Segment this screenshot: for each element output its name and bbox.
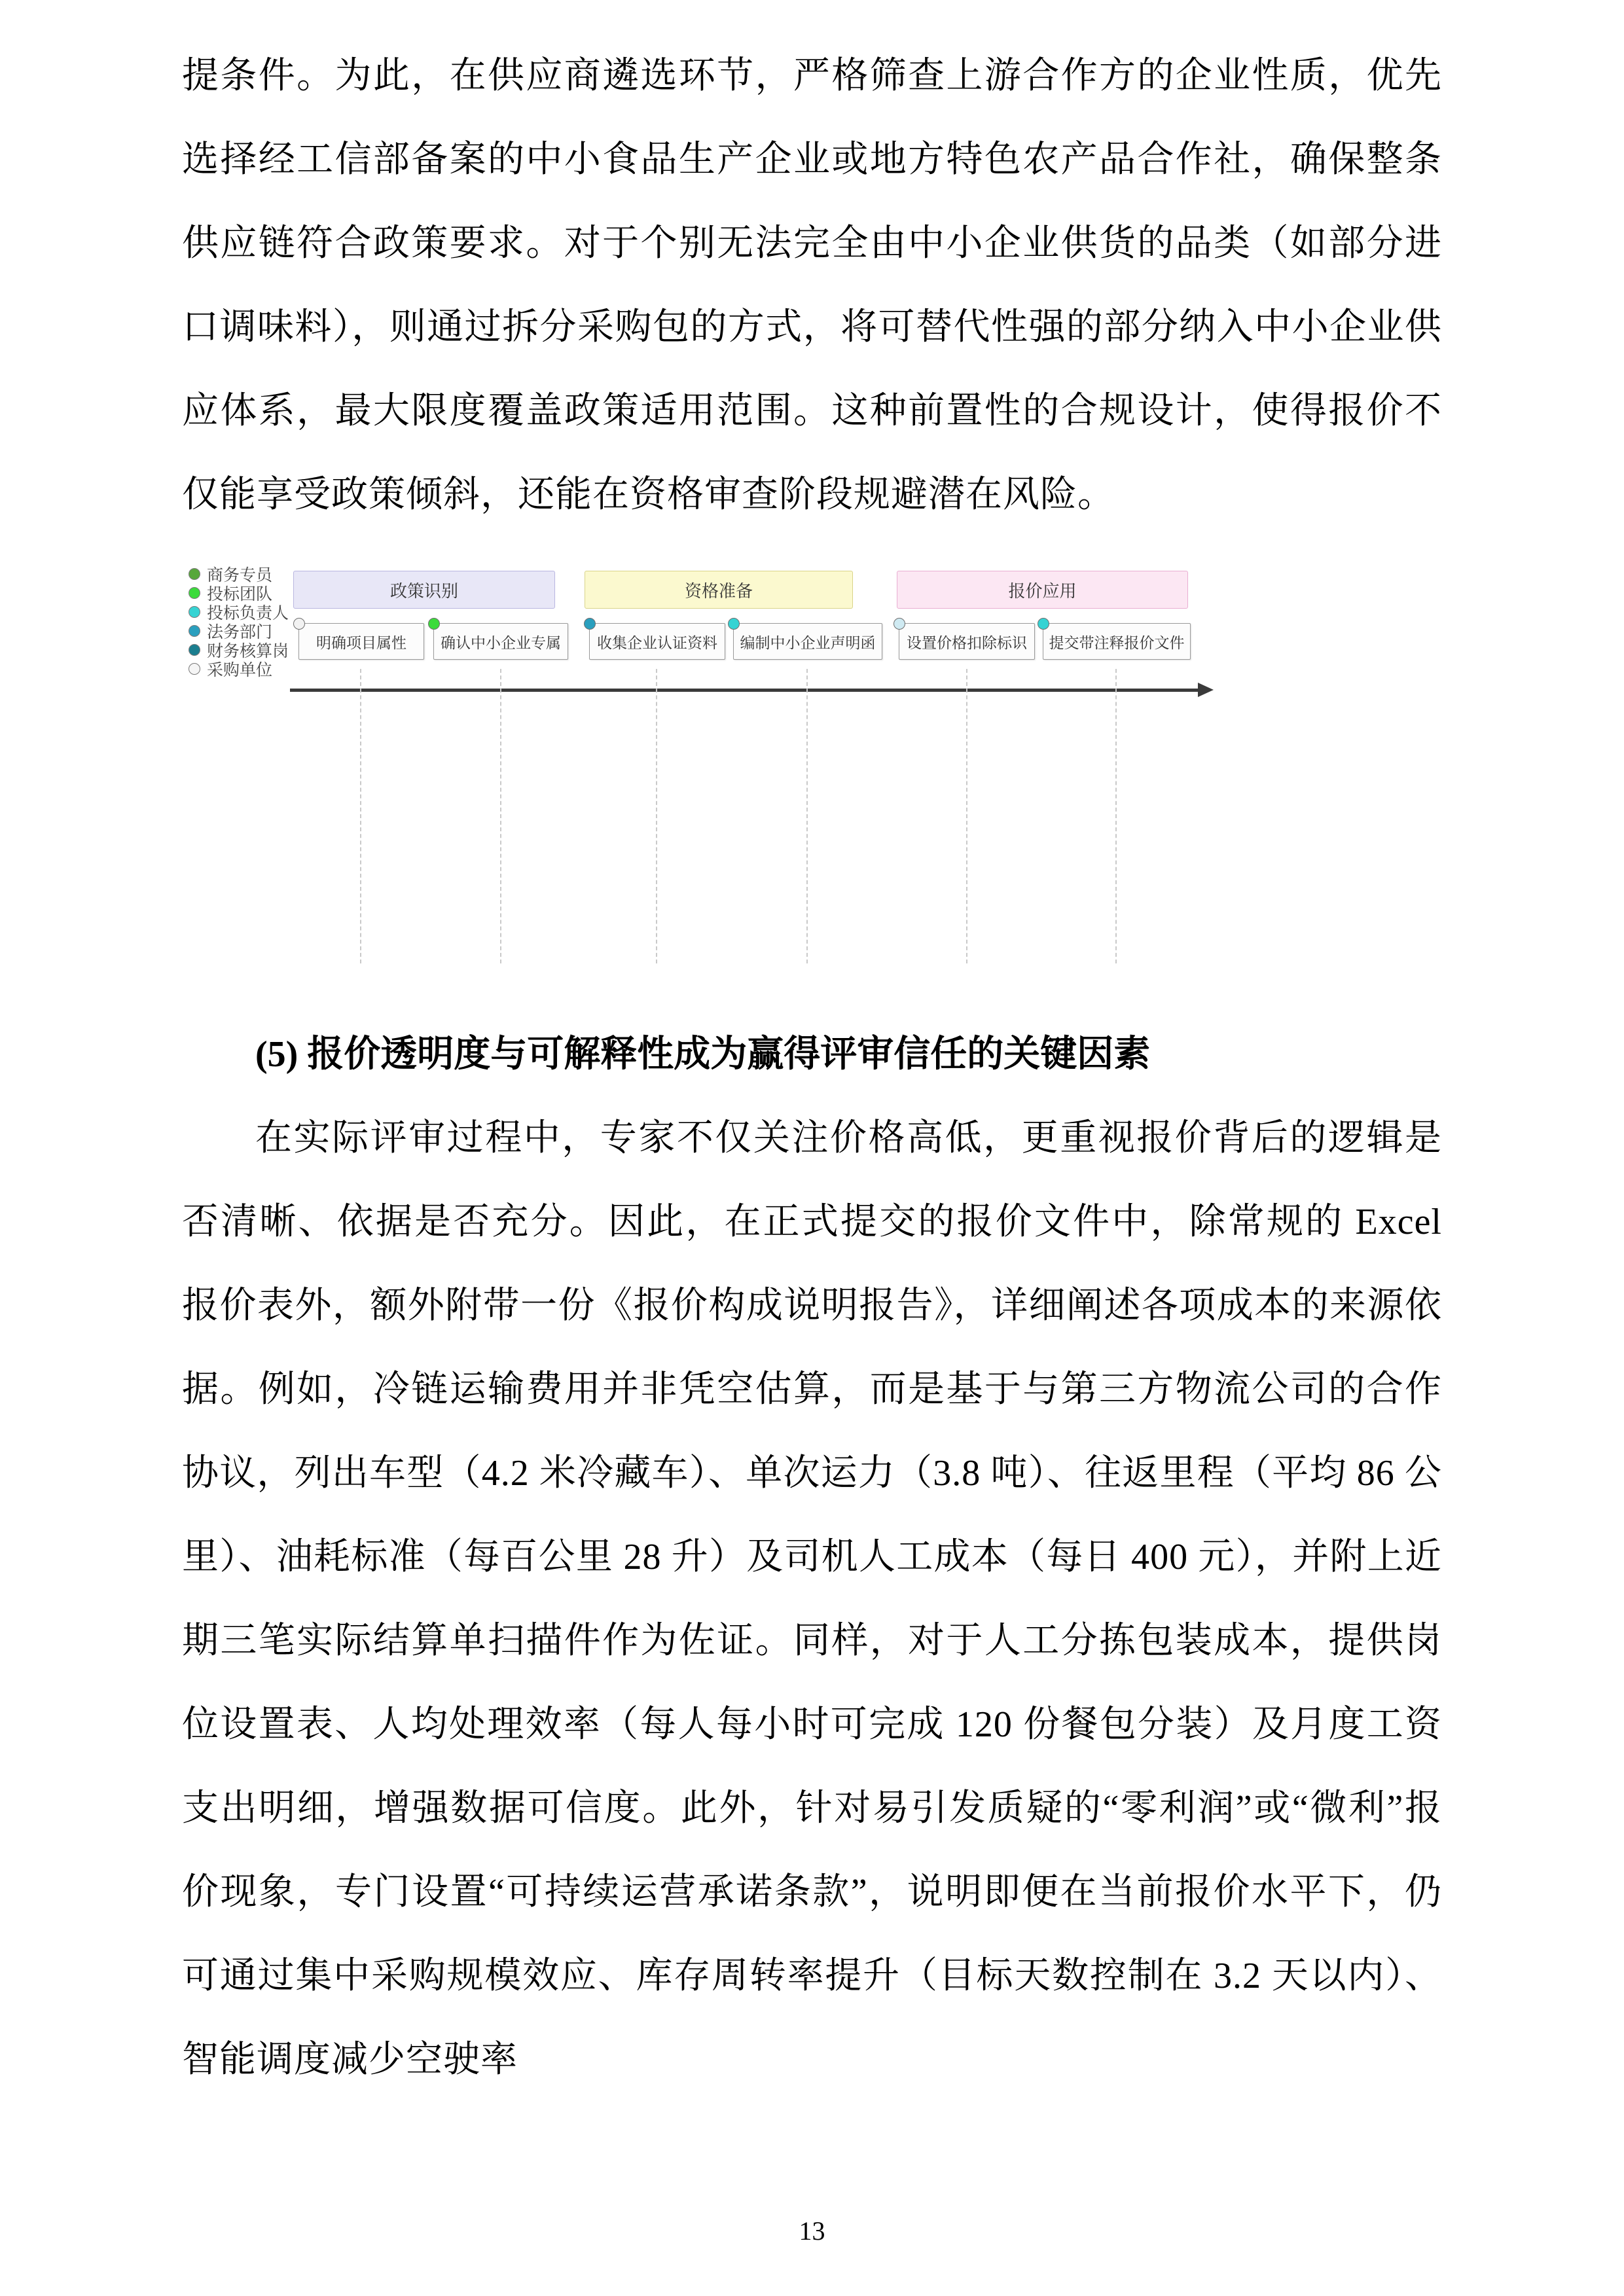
task-box xyxy=(1043,623,1191,660)
journey-diagram xyxy=(182,559,1442,994)
actor-dot-icon xyxy=(728,618,740,630)
task-label: 设置价格扣除标识 xyxy=(907,634,1027,651)
task-box xyxy=(899,623,1035,660)
actor-dot-icon xyxy=(293,618,305,630)
task-box xyxy=(433,623,568,660)
task-label: 确认中小企业专属 xyxy=(441,634,561,651)
timeline-axis xyxy=(290,689,1201,692)
paragraph-5: 在实际评审过程中，专家不仅关注价格高低，更重视报价背后的逻辑是否清晰、依据是否充分。因此，在正式提交的报价文件中，除常规的 Excel 报价表外，额外附带一份《报价构成说明报告》，详细阐述各项成本的来源依据。例如，冷链运输费用并非凭空估算，而是基于与第三方物流公司的合作协议，列出车型（4.2 米冷藏车）、单次运力（3.8 吨）、往返里程（平均 86 公里）、油耗标准（每百公里 28 升）及司机人工成本（每日 400 元），并附上近期三笔实际结算单扫描件作为佐证。同样，对于人工分拣包装成本，提供岗位设置表、人均处理效率（每人每小时可完成 120 份餐包分装）及月度工资支出明细，增强数据可信度。此外，针对易引发质疑的“零利润”或“微利”报价现象，专门设置“可持续运营承诺条款”，说明即便在当前报价水平下，仍可通过集中采购规模效应、库存周转率提升（目标天数控制在 3.2 天以内）、智能调度减少空驶率 xyxy=(182,1118,1443,2080)
actor-dot-icon xyxy=(189,606,200,618)
page-number: 13 xyxy=(799,2216,825,2246)
legend-item xyxy=(189,659,289,678)
task-label: 编制中小企业声明函 xyxy=(740,634,876,651)
legend-label: 商务专员 xyxy=(207,565,273,584)
task-box xyxy=(589,623,725,660)
section-policy-identification: 政策识别 xyxy=(293,571,555,609)
diagram-legend xyxy=(189,564,289,678)
arrowhead-icon xyxy=(1198,683,1214,697)
dashed-guide-line xyxy=(656,669,657,963)
task-label: 明确项目属性 xyxy=(316,634,406,651)
dashed-guide-line xyxy=(966,669,967,963)
task-box xyxy=(733,623,882,660)
section-quotation-application: 报价应用 xyxy=(897,571,1188,609)
actor-dot-icon xyxy=(189,663,200,675)
actor-dot-icon xyxy=(189,568,200,580)
dashed-guide-line xyxy=(806,669,808,963)
actor-dot-icon xyxy=(584,618,596,630)
actor-dot-icon xyxy=(189,625,200,637)
dashed-guide-line xyxy=(500,669,501,963)
section-heading-5: (5) 报价透明度与可解释性成为赢得评审信任的关键因素 xyxy=(255,1034,1151,1075)
actor-dot-icon xyxy=(189,644,200,656)
dashed-guide-line xyxy=(360,669,361,963)
task-box xyxy=(298,623,424,660)
legend-label: 投标负责人 xyxy=(207,603,289,622)
legend-label: 法务部门 xyxy=(207,622,273,641)
task-label: 收集企业认证资料 xyxy=(597,634,717,651)
legend-label: 财务核算岗 xyxy=(207,641,289,660)
legend-label: 采购单位 xyxy=(207,660,273,679)
paragraph-top: 提条件。为此，在供应商遴选环节，严格筛查上游合作方的企业性质，优先选择经工信部备案的中小食品生产企业或地方特色农产品合作社，确保整条供应链符合政策要求。对于个别无法完全由中小企业供货的品类（如部分进口调味料），则通过拆分采购包的方式，将可替代性强的部分纳入中小企业供应体系，最大限度覆盖政策适用范围。这种前置性的合规设计，使得报价不仅能享受政策倾斜，还能在资格审查阶段规避潜在风险。 xyxy=(182,56,1442,515)
actor-dot-icon xyxy=(1038,618,1049,630)
task-label: 提交带注释报价文件 xyxy=(1049,634,1185,651)
legend-label: 投标团队 xyxy=(207,584,273,603)
actor-dot-icon xyxy=(893,618,905,630)
section-qualification-preparation: 资格准备 xyxy=(585,571,853,609)
dashed-guide-line xyxy=(1115,669,1117,963)
actor-dot-icon xyxy=(189,587,200,599)
actor-dot-icon xyxy=(428,618,440,630)
